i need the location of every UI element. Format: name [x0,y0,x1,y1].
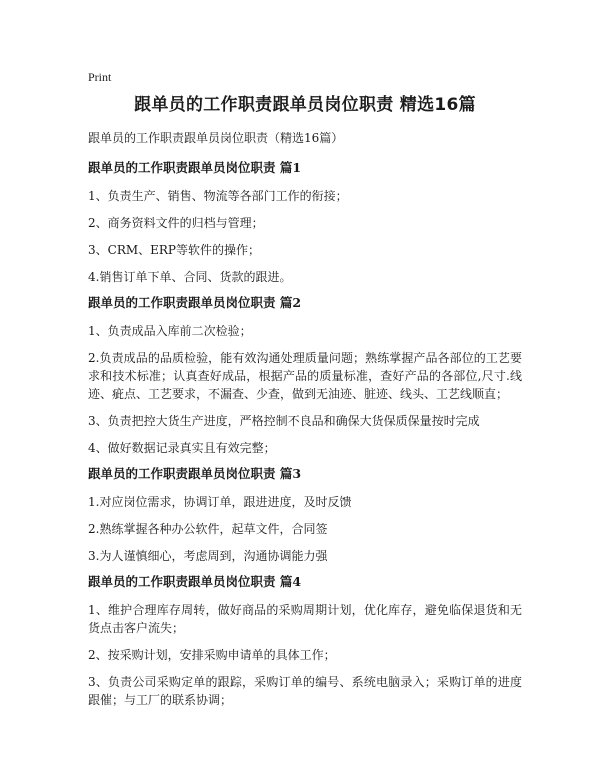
section-heading: 跟单员的工作职责跟单员岗位职责 篇2 [88,295,302,310]
paragraph: 3.为人谨慎细心，考虑周到，沟通协调能力强 [88,549,328,563]
paragraph: 4、做好数据记录真实且有效完整； [88,441,276,455]
document-subtitle: 跟单员的工作职责跟单员岗位职责（精选16篇） [88,131,344,145]
paragraph: 3、负责公司采购定单的跟踪，采购订单的编号、系统电脑录入；采购订单的进度跟催；与工厂的联系协调； [88,675,522,707]
paragraph: 1、维护合理库存周转，做好商品的采购周期计划，优化库存，避免临保退货和无货点击客户流失； [88,603,522,635]
paragraph: 1、负责生产、销售、物流等各部门工作的衔接； [88,189,348,203]
section-heading: 跟单员的工作职责跟单员岗位职责 篇1 [88,160,302,175]
section-1 [88,160,522,286]
section-2 [88,295,522,457]
section-3 [88,466,522,565]
paragraph: 2.熟练掌握各种办公软件，起草文件，合同签 [88,522,328,536]
paragraph: 2.负责成品的品质检验，能有效沟通处理质量问题；熟练掌握产品各部位的工艺要求和技术标准；认真查好成品，根据产品的质量标准，查好产品的各部位,尺寸.线迹、疵点、工艺要求，不漏查、少查，做到无油迹、脏迹、线头、工艺线顺直； [88,351,522,401]
section-heading: 跟单员的工作职责跟单员岗位职责 篇4 [88,574,302,589]
paragraph: 1、负责成品入库前二次检验； [88,324,252,338]
paragraph: 2、按采购计划，安排采购申请单的具体工作； [88,648,336,662]
section-heading: 跟单员的工作职责跟单员岗位职责 篇3 [88,466,302,481]
document-title: 跟单员的工作职责跟单员岗位职责 精选16篇 [134,95,476,115]
paragraph: 3、负责把控大货生产进度，严格控制不良品和确保大货保质保量按时完成 [88,414,480,428]
paragraph: 4.销售订单下单、合同、货款的跟进。 [88,270,292,284]
paragraph: 2、商务资料文件的归档与管理； [88,216,264,230]
paragraph: 3、CRM、ERP等软件的操作； [88,243,261,257]
section-4 [88,574,522,709]
print-label[interactable]: Print [88,70,112,84]
paragraph: 1.对应岗位需求，协调订单，跟进进度，及时反馈 [88,495,352,509]
